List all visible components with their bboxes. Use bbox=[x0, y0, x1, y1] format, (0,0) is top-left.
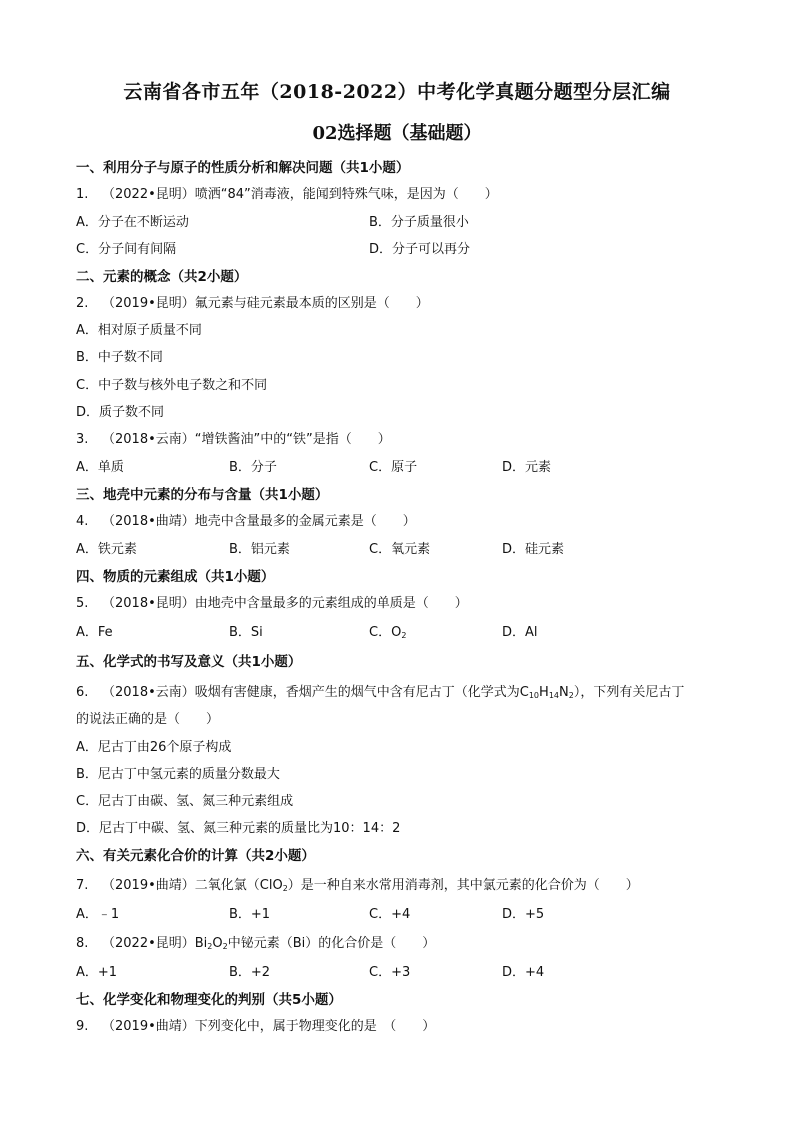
option-d: D．硅元素 bbox=[502, 542, 565, 557]
option-d: D．+4 bbox=[502, 965, 545, 980]
section-heading-5: 五、化学式的书写及意义（共1小题） bbox=[76, 654, 302, 670]
option-c: C．分子间有间隔 bbox=[76, 242, 177, 257]
option-b: B．中子数不同 bbox=[76, 350, 163, 365]
section-heading-3: 三、地壳中元素的分布与含量（共1小题） bbox=[76, 487, 329, 503]
question-number: 6. bbox=[76, 685, 89, 700]
section-heading-1: 一、利用分子与原子的性质分析和解决问题（共1小题） bbox=[76, 160, 410, 176]
option-d: D．+5 bbox=[502, 907, 545, 922]
option-b: B．+2 bbox=[229, 965, 271, 980]
question-5 bbox=[76, 596, 468, 612]
option-c: C．$O_2$ bbox=[369, 625, 407, 640]
question-4 bbox=[76, 514, 416, 530]
question-number: 1. bbox=[76, 187, 89, 202]
section-heading-6: 六、有关元素化合价的计算（共2小题） bbox=[76, 848, 315, 864]
option-a: A．﹣1 bbox=[76, 907, 120, 922]
question-1 bbox=[76, 187, 498, 203]
option-b: B．+1 bbox=[229, 907, 271, 922]
option-a: A．分子在不断运动 bbox=[76, 215, 189, 230]
question-stem: （2018•曲靖）地壳中含量最多的金属元素是（ ） bbox=[102, 514, 416, 529]
option-b: B．铝元素 bbox=[229, 542, 290, 557]
question-stem: （2018•云南）“增铁酱油”中的“铁”是指（ ） bbox=[102, 432, 391, 447]
option-d: D．元素 bbox=[502, 460, 552, 475]
question-9 bbox=[76, 1019, 435, 1035]
section-heading-7: 七、化学变化和物理变化的判别（共5小题） bbox=[76, 992, 342, 1008]
option-d: D．质子数不同 bbox=[76, 405, 165, 420]
document-subtitle: 02选择题（基础题） bbox=[312, 123, 482, 144]
question-6-continuation: 的说法正确的是（ ） bbox=[76, 712, 220, 727]
question-stem: （2019•曲靖）下列变化中，属于物理变化的是 （ ） bbox=[102, 1019, 436, 1034]
question-number: 8. bbox=[76, 936, 89, 951]
question-number: 4. bbox=[76, 514, 89, 529]
question-7: 7. （2019•曲靖）二氧化氯（ClO$_2$）是一种自来水常用消毒剂，其中氯元素的化合价为（ ） bbox=[76, 878, 639, 893]
question-stem: （2018•昆明）由地壳中含量最多的元素组成的单质是（ ） bbox=[102, 596, 468, 611]
option-c: C．中子数与核外电子数之和不同 bbox=[76, 378, 268, 393]
question-stem: （2022•昆明）喷洒“84”消毒液，能闻到特殊气味，是因为（ ） bbox=[102, 187, 498, 202]
option-a: A．铁元素 bbox=[76, 542, 137, 557]
option-c: C．氧元素 bbox=[369, 542, 431, 557]
question-3 bbox=[76, 432, 391, 448]
option-d: D．分子可以再分 bbox=[369, 242, 471, 257]
section-heading-2: 二、元素的概念（共2小题） bbox=[76, 269, 248, 285]
option-a: A．Fe bbox=[76, 625, 113, 640]
option-a: A．单质 bbox=[76, 460, 124, 475]
option-b: B．尼古丁中氢元素的质量分数最大 bbox=[76, 767, 280, 782]
option-c: C．+4 bbox=[369, 907, 411, 922]
option-c: C．+3 bbox=[369, 965, 411, 980]
question-stem: （2019•昆明）氟元素与硅元素最本质的区别是（ ） bbox=[102, 296, 429, 311]
section-heading-4: 四、物质的元素组成（共1小题） bbox=[76, 569, 275, 585]
question-number: 5. bbox=[76, 596, 89, 611]
option-d: D．尼古丁中碳、氢、氮三种元素的质量比为10：14：2 bbox=[76, 821, 401, 836]
question-6: 6. （2018•云南）吸烟有害健康，香烟产生的烟气中含有尼古丁（化学式为$C_{10}H_{14}N_2$），下列有关尼古丁 bbox=[76, 685, 685, 700]
question-8: 8. （2022•昆明）$Bi_2O_2$中铋元素（Bi）的化合价是（ ） bbox=[76, 936, 436, 951]
option-b: B．分子质量很小 bbox=[369, 215, 469, 230]
question-2 bbox=[76, 296, 429, 312]
option-d: D．Al bbox=[502, 625, 538, 640]
question-number: 7. bbox=[76, 878, 89, 893]
option-a: A．相对原子质量不同 bbox=[76, 323, 202, 338]
option-a: A．+1 bbox=[76, 965, 118, 980]
question-number: 3. bbox=[76, 432, 89, 447]
question-number: 2. bbox=[76, 296, 89, 311]
option-c: C．尼古丁由碳、氢、氮三种元素组成 bbox=[76, 794, 294, 809]
option-c: C．原子 bbox=[369, 460, 418, 475]
option-b: B．Si bbox=[229, 625, 263, 640]
question-number: 9. bbox=[76, 1019, 89, 1034]
option-a: A．尼古丁由26个原子构成 bbox=[76, 740, 232, 755]
document-title: 云南省各市五年（2018-2022）中考化学真题分题型分层汇编 bbox=[123, 81, 671, 103]
option-b: B．分子 bbox=[229, 460, 277, 475]
